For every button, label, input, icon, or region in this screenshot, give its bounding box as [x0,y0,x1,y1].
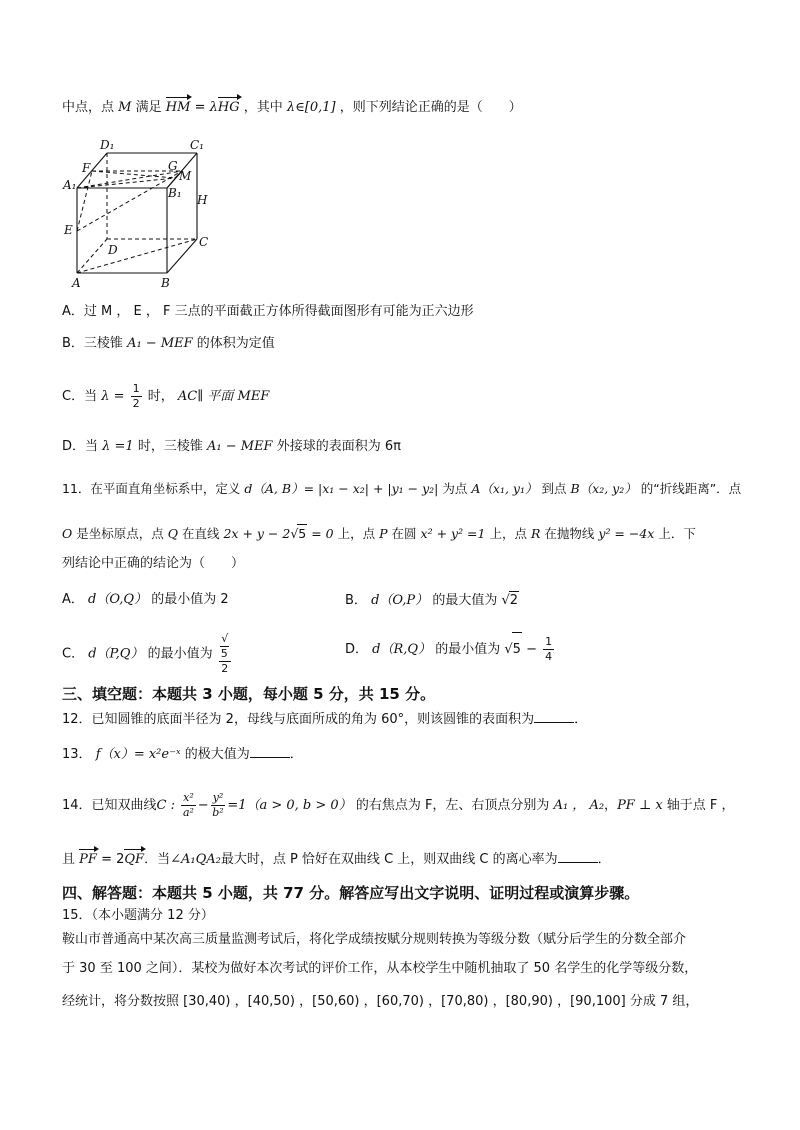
q11-option-d [345,632,556,667]
label-a1: A₁ [63,178,77,192]
q11-option-d-minus: − [526,642,537,657]
q11-line-3: 列结论中正确的结论为（ ） [62,556,245,571]
q14-eq-cond: =1（a > 0, b > 0） [227,798,352,813]
q11-option-a [62,591,229,609]
q11-option-a-prefix: A． [62,592,84,607]
q14-line-1 [62,788,735,824]
fraction-numerator: √ 5 [219,632,231,662]
q10-stem-text-d: ，则下列结论正确的是（ ） [339,100,522,115]
sqrt-symbol: √ [290,526,299,541]
q11-line-eq-pre: 2x + y − 2 [223,526,291,541]
q10-option-c-lambda: λ = [101,389,125,404]
q11-line1-a: 11．在平面直角坐标系中，定义 [62,481,241,496]
q11-option-b-prefix: B． [345,593,367,608]
sqrt-symbol: √ [504,642,513,657]
q10-stem-text-a: 中点，点 [62,100,115,115]
label-h: H [197,193,208,207]
label-a: A [72,276,81,290]
q10-option-c [62,382,269,412]
q14-eq2: = 2 [101,852,125,867]
q11-option-b [345,591,519,610]
q14-vertices: A₁ ， A₂ [553,798,605,813]
q15-line-1: 鞍山市普通高中某次高三质量监测考试后，将化学成绩按赋分规则转换为等级分数（赋分后学生的分数全部介 [62,932,687,947]
q11-option-b-suffix: 的最大值为 [432,593,498,608]
fraction-denominator: 4 [545,650,553,663]
q11-origin: O [62,526,73,541]
q11-line2-d: 上，点 [337,526,376,541]
q12-end: ． [574,712,588,727]
q11-option-b-expr: d（O,P） [371,593,429,608]
q10-vector-hm: HM [165,100,191,115]
section-4-heading: 四、解答题：本题共 5 小题，共 77 分。解答应写出文字说明、证明过程或演算步骤。 [62,884,640,902]
q12-answer-blank[interactable] [534,722,574,723]
label-c1: C₁ [190,138,204,152]
fraction-numerator: 1 [132,382,140,395]
q11-option-d-root: 5 [512,632,522,667]
q14-perp: PF ⊥ x [617,798,663,813]
q11-line-1 [62,480,741,498]
label-f: F [82,161,91,175]
q11-parabola-eq: y² = −4x [598,526,655,541]
q11-point-r: R [530,526,541,541]
q11-line2-h: 上．下 [658,526,696,541]
q11-line2-f: 上，点 [489,526,527,541]
q11-definition: d（A, B）= |x₁ − x₂| + |y₁ − y₂| [244,481,439,496]
label-e: E [64,223,73,237]
q13-answer-blank[interactable] [250,757,290,758]
cube-figure [60,136,220,291]
q10-equals: = [194,100,206,115]
q10-option-c-fraction [131,382,142,411]
q10-lambda-range: λ∈[0,1] [286,100,336,115]
label-d1: D₁ [100,138,115,152]
fraction-denominator: b² [212,806,224,819]
fraction-denominator: 2 [221,662,229,675]
fraction-numerator: 1 [545,635,553,648]
q11-line-eq-root: 5 [298,526,307,541]
label-b: B [161,276,170,290]
q14-line-2 [62,851,611,869]
q11-point-b: B（x₂, y₂） [570,481,637,496]
q10-option-d-prefix: D．当 [62,439,99,454]
label-m: M [179,169,192,183]
q15-title: 15．（本小题满分 12 分） [62,908,214,923]
q10-option-c-expr: AC∥ 平面 MEF [177,389,270,404]
q14-answer-blank[interactable] [558,862,598,863]
q11-line1-d: 的“折线距离”．点 [640,481,742,496]
q10-option-b-suffix: 的体积为定值 [196,336,275,351]
q11-option-d-suffix: 的最小值为 [435,642,501,657]
q11-line2-c: 在直线 [181,526,220,541]
q13-end: ． [289,747,303,762]
q11-option-d-expr: d（R,Q） [372,642,432,657]
q11-line1-b: 为点 [442,481,468,496]
q11-line-2 [62,524,696,543]
q14-line2-a: 且 [62,852,76,867]
q14-line2-b: ．当 [144,852,171,867]
q15-line-3: 经统计，将分数按照 [30,40) ，[40,50) ，[50,60) ，[60,70) ，[70,80) ，[80,90) ，[90,100] 分成 7 组， [62,994,699,1009]
q13-text: 的极大值为 [184,747,250,762]
q14-end: ． [597,852,611,867]
q14-minus: − [197,798,209,813]
q10-option-d-expr: A₁ − MEF [207,439,273,454]
q10-option-d-cond: λ =1 [102,439,134,454]
q10-option-b-prefix: B．三棱锥 [62,336,123,351]
q10-stem-text-c: ，其中 [243,100,283,115]
q11-line1-c: 到点 [541,481,567,496]
q11-line-eq-post: = 0 [311,526,334,541]
q10-option-a: A．过 M ， E ， F 三点的平面截正方体所得截面图形有可能为正六边形 [62,304,474,319]
label-c: C [199,235,209,249]
q11-option-d-fraction [543,635,554,664]
q11-option-a-expr: d（O,Q） [88,592,148,607]
sqrt-symbol: √ [501,593,510,608]
q11-point-p: P [379,526,388,541]
q13-expr: f（x）= x²e⁻ˣ [95,747,181,762]
fraction-numerator: y² [212,791,224,804]
label-g: G [168,159,178,173]
q10-option-c-prefix: C．当 [62,389,98,404]
q14-curve-name: C : [156,798,176,813]
q11-option-c-suffix: 的最小值为 [147,646,213,662]
q10-option-b [62,335,275,353]
q11-circle-eq: x² + y² =1 [420,526,486,541]
q14-fraction-x [181,791,196,820]
q14-prefix: 14．已知双曲线 [62,798,157,813]
q14-vector-pf: PF [79,852,97,867]
q14-text-d: 轴于点 F ， [666,798,735,813]
q10-vector-hg: HG [217,100,240,115]
q15-line-2: 于 30 至 100 之间）．某校为做好本次考试的评价工作，从本校学生中随机抽取了 50 名学生的化学等级分数， [62,961,698,976]
q14-text-b: 的右焦点为 F，左、右顶点分别为 [355,798,550,813]
label-b1: B₁ [168,186,182,200]
fraction-denominator: 2 [132,397,140,410]
q10-option-c-mid: 时， [147,389,174,404]
q14-comma: ， [604,798,618,813]
fraction-denominator: a² [182,806,194,819]
q12 [62,711,587,729]
q11-option-c [62,632,233,676]
q11-point-a: A（x₁, y₁） [471,481,538,496]
q11-line2-e: 在圆 [391,526,417,541]
q11-line2-g: 在抛物线 [544,526,595,541]
cube-diagram [60,136,220,291]
q11-option-b-root: 2 [509,593,519,608]
q10-option-b-expr: A₁ − MEF [127,336,193,351]
q10-option-d-suffix: 外接球的表面积为 6π [276,439,401,454]
q14-fraction-y [211,791,226,820]
q11-option-c-fraction [219,632,231,676]
q11-point-q: Q [167,526,178,541]
q11-option-c-prefix: C． [62,646,85,662]
q11-line2-b: 是坐标原点，点 [76,526,164,541]
q10-lambda: λ [209,100,218,115]
fraction-numerator: x² [183,791,194,804]
q10-stem-text-b: 满足 [135,100,162,115]
q12-text: 12．已知圆锥的底面半径为 2，母线与底面所成的角为 60°，则该圆锥的表面积为 [62,712,535,727]
q13-prefix: 13． [62,747,92,762]
q10-option-d [62,438,401,456]
q10-point-m: M [118,100,132,115]
q11-option-a-suffix: 的最小值为 2 [151,592,229,607]
q13 [62,746,303,764]
q14-line2-c: 最大时，点 P 恰好在双曲线 C 上，则双曲线 C 的离心率为 [220,852,558,867]
q11-option-c-expr: d（P,Q） [88,646,144,662]
q11-option-c-root: 5 [220,647,228,660]
label-d: D [108,243,118,257]
section-3-heading: 三、填空题：本题共 3 小题，每小题 5 分，共 15 分。 [62,685,436,703]
q10-stem [62,99,522,117]
q14-vector-qf: QF [124,852,145,867]
q10-option-d-mid: 时，三棱锥 [137,439,203,454]
q14-angle: ∠A₁QA₂ [170,852,221,867]
q11-option-d-prefix: D． [345,642,369,657]
